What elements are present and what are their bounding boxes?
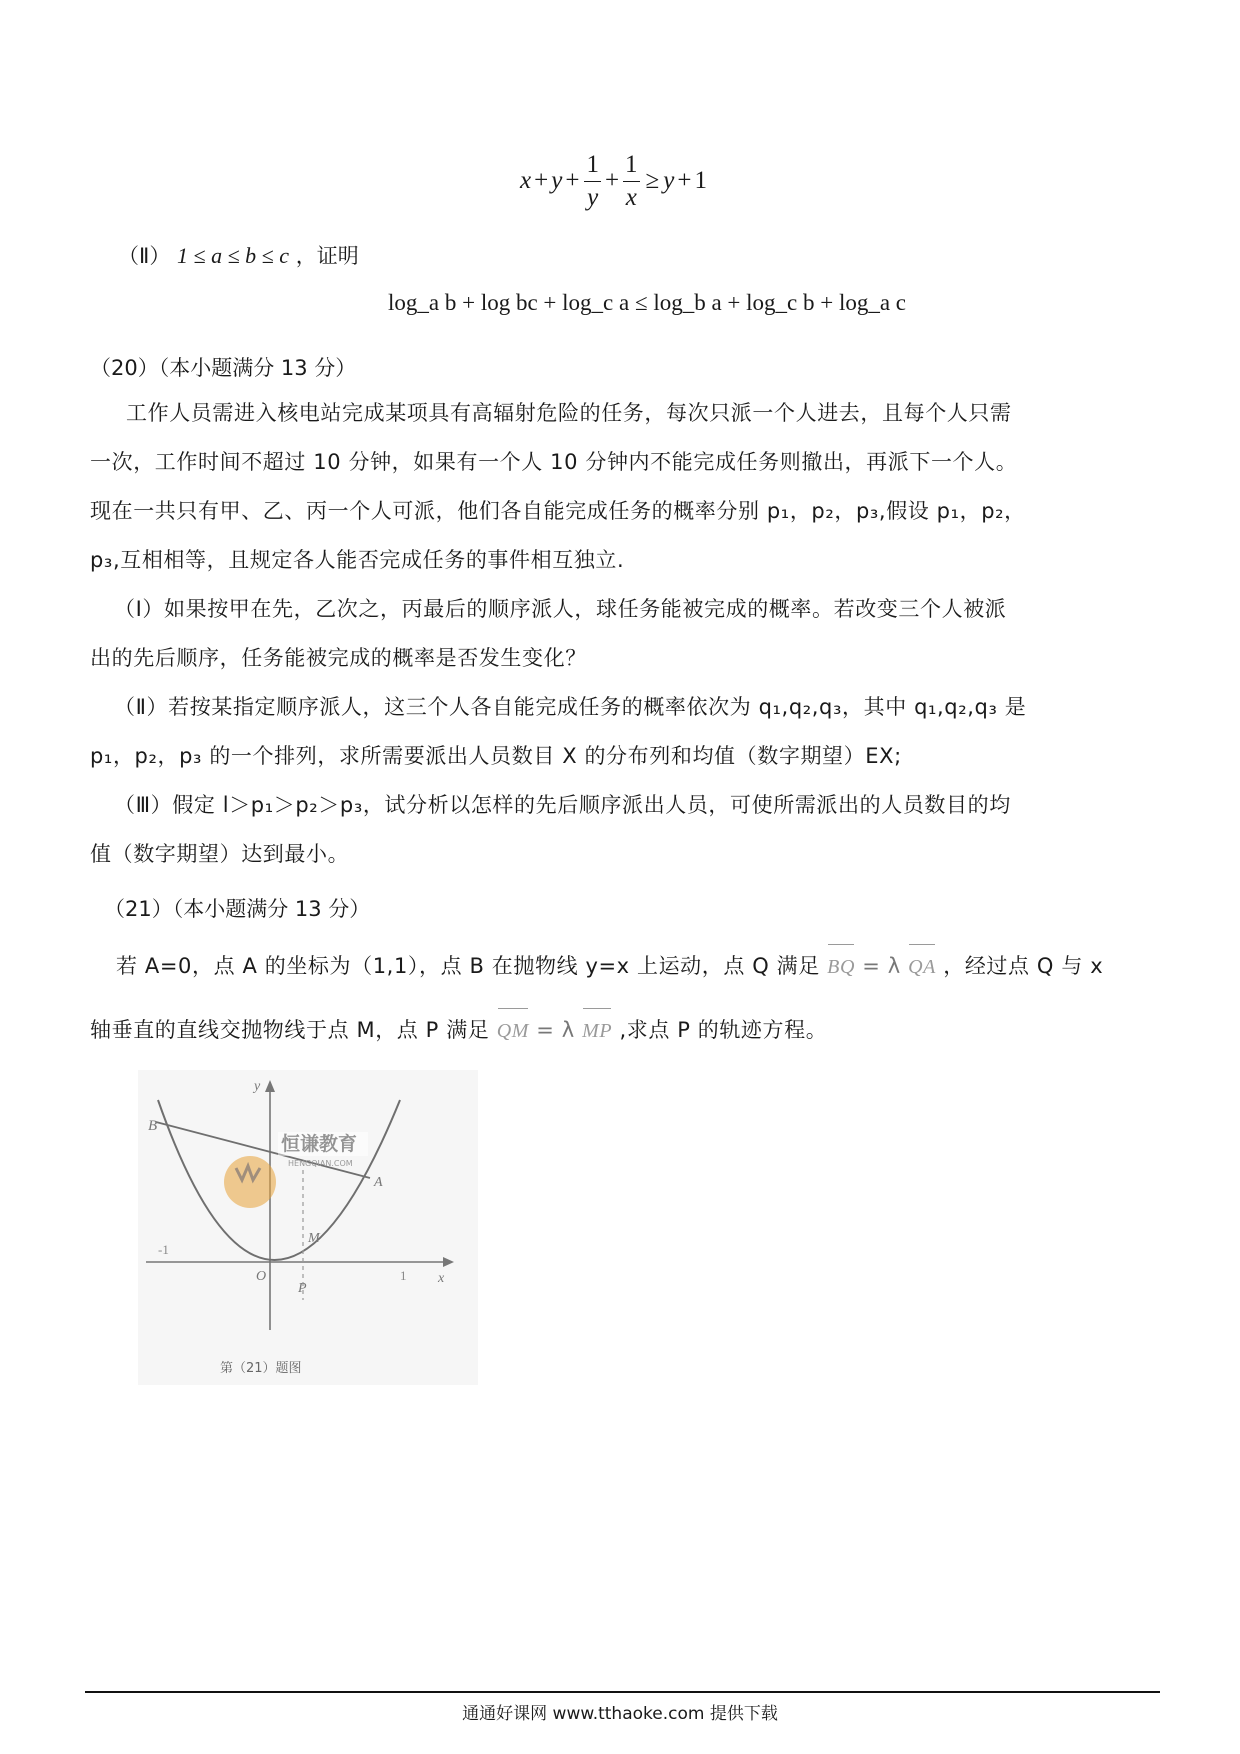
equals-lambda: = λ <box>862 954 901 978</box>
eq1-geq: ≥ <box>645 167 660 194</box>
q20-line: 一次，工作时间不超过 10 分钟，如果有一个人 10 分钟内不能完成任务则撤出，再派下一个人。 <box>90 450 1018 474</box>
q20-line: （Ⅱ）若按某指定顺序派人，这三个人各自能完成任务的概率依次为 q₁,q₂,q₃，其中 q₁,q₂,q₃ 是 <box>114 695 1027 719</box>
tick-label-1: 1 <box>400 1268 407 1283</box>
y-axis-arrow <box>265 1080 275 1092</box>
page-footer: 通通好课网 www.tthaoke.com 提供下载 <box>462 1704 778 1724</box>
q19-part2 <box>118 240 359 270</box>
eq1-plus: + <box>604 167 620 194</box>
equals-lambda: = λ <box>536 1018 575 1042</box>
watermark-brand: 恒谦教育 <box>281 1133 358 1155</box>
q20-heading: （20）（本小题满分 13 分） <box>90 356 357 380</box>
label-A: A <box>374 1175 383 1190</box>
eq1-y: y <box>551 167 563 194</box>
q20-line: 值（数字期望）达到最小。 <box>90 842 350 866</box>
inequality-1 <box>520 148 707 214</box>
fraction-1-over-x <box>623 151 640 211</box>
eq1-one: 1 <box>694 167 707 194</box>
label-O: O <box>256 1269 267 1284</box>
parabola-diagram <box>138 1070 478 1385</box>
q20-line: （Ⅰ）如果按甲在先，乙次之，丙最后的顺序派人，球任务能被完成的概率。若改变三个人被派 <box>114 597 1007 621</box>
eq1-x: x <box>520 167 532 194</box>
vector-MP: MP <box>582 1007 612 1056</box>
label-B: B <box>148 1118 158 1134</box>
eq1-plus: + <box>677 167 692 194</box>
part-label: （Ⅱ） <box>118 244 171 268</box>
q20-line: 现在一共只有甲、乙、丙一个人可派，他们各自能完成任务的概率分别 p₁，p₂，p₃,假设 p₁，p₂， <box>90 499 1026 523</box>
vector-QA: QA <box>908 943 936 992</box>
q21-heading: （21）（本小题满分 13 分） <box>104 897 371 921</box>
q21-line-2 <box>90 1006 827 1056</box>
label-M: M <box>308 1231 320 1246</box>
denominator: y <box>587 183 599 211</box>
q21-text: 若 A=0，点 A 的坐标为（1,1），点 B 在抛物线 y=x 上运动，点 Q 满足 <box>116 954 820 978</box>
eq1-plus: + <box>565 167 580 194</box>
watermark-url: HENGQIAN.COM <box>288 1159 353 1168</box>
footer-divider <box>85 1691 1160 1693</box>
condition: 1 ≤ a ≤ b ≤ c <box>177 243 290 268</box>
figure-caption: 第（21）题图 <box>220 1361 302 1376</box>
eq1-y: y <box>663 167 675 194</box>
denominator: x <box>625 183 637 211</box>
inequality-2 <box>388 290 906 316</box>
vector-QM: QM <box>497 1007 529 1056</box>
q20-line: 出的先后顺序，任务能被完成的概率是否发生变化？ <box>90 646 587 670</box>
numerator: 1 <box>584 151 601 182</box>
part-suffix: ，证明 <box>295 244 359 268</box>
q21-figure <box>138 1070 478 1385</box>
q21-text: 轴垂直的直线交抛物线于点 M，点 P 满足 <box>90 1018 490 1042</box>
label-P: P <box>298 1281 307 1296</box>
parabola-curve <box>158 1100 400 1260</box>
q21-line-1 <box>116 942 1103 992</box>
label-y: y <box>254 1079 261 1094</box>
q20-line: （Ⅲ）假定 l＞p₁＞p₂＞p₃，试分析以怎样的先后顺序派出人员，可使所需派出的人员数目的均 <box>114 793 1011 817</box>
inequality-2-text: log_a b + log bc + log_c a ≤ log_b a + log_c b + log_a c <box>388 290 907 315</box>
q20-line: p₁，p₂，p₃ 的一个排列，求所需要派出人员数目 X 的分布列和均值（数字期望）EX; <box>90 744 902 768</box>
numerator: 1 <box>623 151 640 182</box>
fraction-1-over-y <box>584 151 601 211</box>
watermark-sun-icon <box>224 1156 276 1208</box>
vector-BQ: BQ <box>827 943 855 992</box>
x-axis-arrow <box>443 1257 454 1267</box>
q20-line: p₃,互相相等，且规定各人能否完成任务的事件相互独立. <box>90 548 625 572</box>
eq1-plus: + <box>534 167 549 194</box>
label-x: x <box>438 1271 445 1286</box>
tick-label-neg1: -1 <box>158 1242 169 1257</box>
q20-line: 工作人员需进入核电站完成某项具有高辐射危险的任务，每次只派一个人进去，且每个人只需 <box>126 401 1012 425</box>
q21-text: ,求点 P 的轨迹方程。 <box>619 1018 828 1042</box>
q21-text: ，经过点 Q 与 x <box>943 954 1104 978</box>
